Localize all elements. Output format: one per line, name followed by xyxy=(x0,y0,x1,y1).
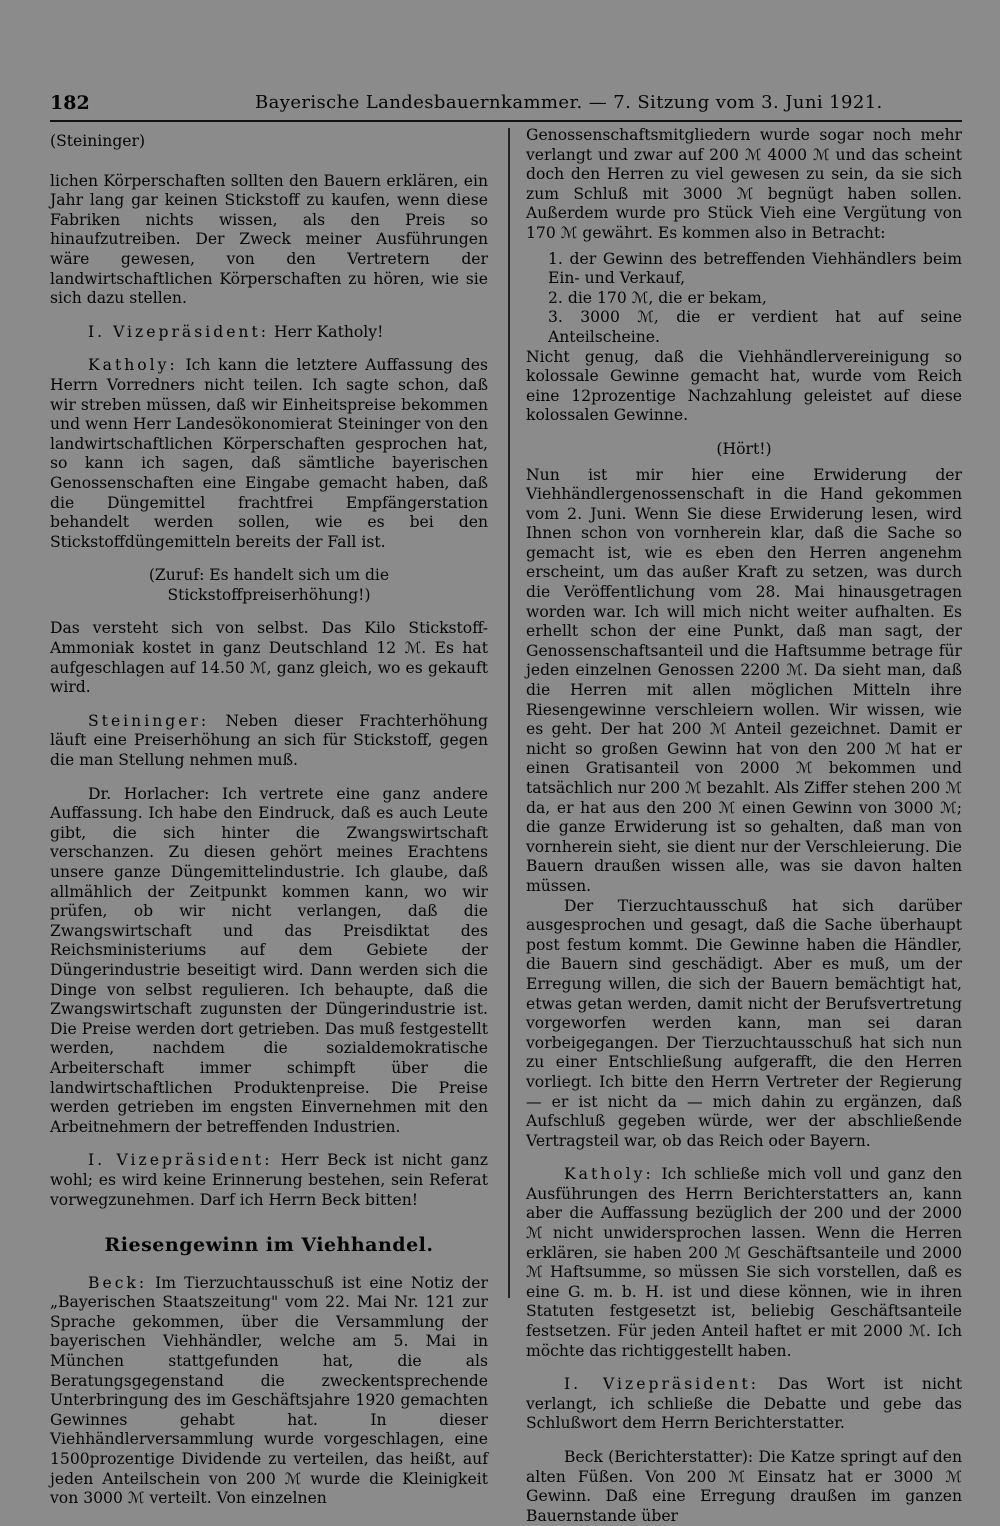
speaker-paragraph xyxy=(50,1274,488,1509)
paragraph: Das versteht sich von selbst. Das Kilo Stickstoff-Ammoniak kostet in ganz Deutschland 12 ℳ. Es hat aufgeschlagen auf 14.50 ℳ, ganz gleich, wo es gekauft wird. xyxy=(50,619,488,697)
speaker-name: I. Vizepräsident: xyxy=(564,1375,759,1394)
paragraph: Genossenschaftsmitgliedern wurde sogar noch mehr verlangt und zwar auf 200 ℳ 4000 ℳ und das scheint doch den Herren zu viel gewesen zu sein, da sie sich zum Schluß mit 3000 ℳ begnügt haben sollen. Außerdem wurde pro Stück Vieh eine Vergütung von 170 ℳ gewährt. Es kommen also in Betracht: xyxy=(526,126,962,242)
speaker-paragraph xyxy=(526,1448,962,1526)
paragraph-text: Herr Katholy! xyxy=(273,322,384,341)
paragraph-text: Ich kann die letztere Auffassung des Herrn Vorredners nicht teilen. Ich sagte schon, daß wir streben müssen, daß wir Einheitspreise bekommen und wenn Herr Landesökonomierat Steininger von den landwirtschaftlichen Körperschaften gesprochen hat, so kann ich sagen, daß sämtliche bayerischen Genossenschaften eine Eingabe gemacht haben, daß die Düngemittel frachtfrei Empfängerstation behandelt werden sollen, wie es bei den Stickstoffdüngemitteln bereits der Fall ist. xyxy=(50,356,488,551)
speaker-name: I. Vizepräsident: xyxy=(88,1151,273,1170)
section-title: Riesengewinn im Viehhandel. xyxy=(104,1234,434,1257)
column-divider xyxy=(508,128,510,1298)
paragraph: Nun ist mir hier eine Erwiderung der Viehhändlergenossenschaft in die Hand gekommen vom 2. Juni. Wenn Sie diese Erwiderung lesen, wird Ihnen schon von vornherein klar, daß die Sache so gemacht ist, wie es eben den Herren angenehm erscheint, um das außer Kraft zu setzen, was durch die Veröffentlichung vom 28. Mai hinausgetragen worden war. Ich will mich nicht weiter aufhalten. Es erhellt schon der eine Punkt, daß man sagt, der Genossenschaftsanteil und die Haftsumme betrage für jeden einzelnen Genossen 2200 ℳ. Da sieht man, daß die Herren mit allen möglichen Mitteln ihre Riesengewinne verschleiern wollen. Wir wissen, wie es geht. Der hat 200 ℳ Anteil gezeichnet. Damit er nicht so großen Gewinn hat von den 200 ℳ hat er einen Gratisanteil von 2000 ℳ bekommen und tatsächlich nur 200 ℳ bezahlt. Als Ziffer stehen 200 ℳ da, er hat aus den 200 ℳ einen Gewinn von 3000 ℳ; die ganze Erwiderung ist so gehalten, daß man von vornherein sieht, sie dient nur der Verschleierung. Die Bauern draußen wissen alle, was sie davon halten müssen. xyxy=(526,465,962,895)
paragraph: Nicht genug, daß die Viehhändlervereinigung so kolossale Gewinne gemacht hat, wurde vom Reich eine 12prozentige Nachzahlung geleistet auf diese kolossalen Gewinne. xyxy=(526,347,962,425)
speaker-name: Katholy: xyxy=(88,356,178,375)
speaker-paragraph xyxy=(526,1375,962,1434)
paragraph-text: Das Wort ist nicht verlangt, ich schließe die Debatte und gebe das Schlußwort dem Herrn Berichterstatter. xyxy=(526,1375,962,1433)
speaker-name: I. Vizepräsident: xyxy=(88,322,269,341)
right-column xyxy=(526,126,962,1526)
speaker-name: Katholy: xyxy=(564,1165,654,1184)
paragraph: lichen Körperschaften sollten den Bauern erklären, ein Jahr lang gar keinen Stickstoff zu kaufen, wenn diese Fabriken nichts wissen, als den Preis so hinaufzutreiben. Der Zweck meiner Ausführungen wäre gewesen, von den Vertretern der landwirtschaftlichen Körperschaften zu hören, wie sie sich dazu stellen. xyxy=(50,171,488,308)
paragraph: Der Tierzuchtausschuß hat sich darüber ausgesprochen und gesagt, daß die Sache überhaupt post festum kommt. Die Gewinne haben die Händler, die Bauern sind geschädigt. Aber es muß, um der Erregung willen, die sich der Bauern bemächtigt hat, etwas getan werden, damit nicht der Berufsvertretung vorgeworfen werden kann, man sei daran vorbeigegangen. Der Tierzuchtausschuß hat sich nun zu einer Entschließung aufgerafft, die den Herren vorliegt. Ich bitte den Herrn Vertreter der Regierung — er ist nicht da — mich dahin zu ergänzen, daß Aufschluß gegeben würde, wer der abschließende Vertragsteil war, ob das Reich oder Bayern. xyxy=(526,896,962,1150)
speaker-paragraph xyxy=(50,785,488,1138)
speaker-paragraph xyxy=(526,1165,962,1361)
paragraph-text: Ich schließe mich voll und ganz den Ausführungen des Herrn Berichterstatters an, kann aber die Auffassung bezüglich der 200 und der 2000 ℳ nicht unwidersprochen lassen. Wenn die Herren erklären, sie haben 200 ℳ Geschäftsanteile und 2000 ℳ Haftsumme, so müssen Sie sich vorstellen, daß es eine G. m. b. H. ist und diese können, wie in ihren Statuten festgesetzt ist, beliebig Geschäftsanteile festsetzen. Für jeden Anteil haftet er mit 2000 ℳ. Ich möchte das richtiggestellt haben. xyxy=(526,1165,962,1360)
paragraph-text: Im Tierzuchtausschuß ist eine Notiz der „Bayerischen Staatszeitung" vom 22. Mai Nr. 121 zur Sprache gekommen, über die Versammlung der bayerischen Viehhändler, welche am 5. Mai in München stattgefunden hat, die als Beratungsgegenstand die zweckentsprechende Unterbringung des im Geschäftsjahre 1920 gemachten Gewinnes gehabt hat. In dieser Viehhändlerversammlung wurde vorgeschlagen, eine 1500prozentige Dividende zu verteilen, das heißt, auf jeden Anteilschein von 200 ℳ wurde die Kleinigkeit von 3000 ℳ verteilt. Von einzelnen xyxy=(50,1273,488,1508)
speaker-paragraph xyxy=(50,1151,488,1210)
left-column xyxy=(50,132,488,1509)
paragraph-text: Ich vertrete eine ganz andere Auffassung. Ich habe den Eindruck, daß es auch Leute gibt, die sich hinter die Zwangswirtschaft verschanzen. Zu diesen gehört meines Erachtens unsere ganze Düngemittelindustrie. Ich glaube, daß allmählich der Zeitpunkt kommen kann, wo wir prüfen, ob wir nicht verlangen, daß die Zwangswirtschaft und das Preisdiktat des Reichsministeriums auf dem Gebiete der Düngerindustrie beseitigt wird. Dann werden sich die Dinge von selbst regulieren. Ich behaupte, daß die Zwangswirtschaft zugunsten der Düngerindustrie ist. Die Preise werden dort getrieben. Das muß festgestellt werden, nachdem die sozialdemokratische Arbeiterschaft immer schimpft über die landwirtschaftlichen Produktenpreise. Die Preise werden getrieben im engsten Einvernehmen mit den Arbeitnehmern der betreffenden Industrien. xyxy=(50,784,488,1136)
speaker-paragraph xyxy=(50,323,488,343)
list-item: 3. 3000 ℳ, die er verdient hat auf seine Anteilscheine. xyxy=(548,308,962,346)
speaker-paragraph xyxy=(50,356,488,552)
paragraph-text: Neben dieser Frachterhöhung läuft eine Preiserhöhung an sich für Stickstoff, gegen die man Stellung nehmen muß. xyxy=(50,711,488,770)
interjection: (Hört!) xyxy=(716,439,772,458)
paragraph-text: Die Katze springt auf den alten Füßen. Von 200 ℳ Einsatz hat er 3000 ℳ Gewinn. Daß eine Erregung draußen im ganzen Bauernstande über xyxy=(526,1448,962,1525)
list-item: 2. die 170 ℳ, die er bekam, xyxy=(548,288,767,307)
speaker-name: Beck: xyxy=(88,1273,148,1292)
running-head: Bayerische Landesbauernkammer. — 7. Sitzung vom 3. Juni 1921. xyxy=(255,92,883,113)
enumeration-list xyxy=(526,250,962,348)
interjection: (Zuruf: Es handelt sich um die Stickstoffpreiserhöhung!) xyxy=(148,566,390,604)
header-rule xyxy=(50,120,962,122)
paragraph-text: Herr Beck ist nicht ganz wohl; es wird keine Erinnerung bestehen, sein Referat vorwegzunehmen. Darf ich Herrn Beck bitten! xyxy=(50,1151,488,1209)
speaker-tag: (Steininger) xyxy=(50,132,146,150)
speaker-name: Dr. Horlacher: xyxy=(88,784,210,803)
speaker-name: Steininger: xyxy=(88,711,210,730)
list-item: 1. der Gewinn des betreffenden Viehhändlers beim Ein- und Verkauf, xyxy=(548,249,962,288)
page-number: 182 xyxy=(50,92,90,114)
speaker-paragraph xyxy=(50,712,488,771)
speaker-name: Beck (Berichterstatter): xyxy=(564,1448,754,1466)
page-header xyxy=(50,92,962,118)
